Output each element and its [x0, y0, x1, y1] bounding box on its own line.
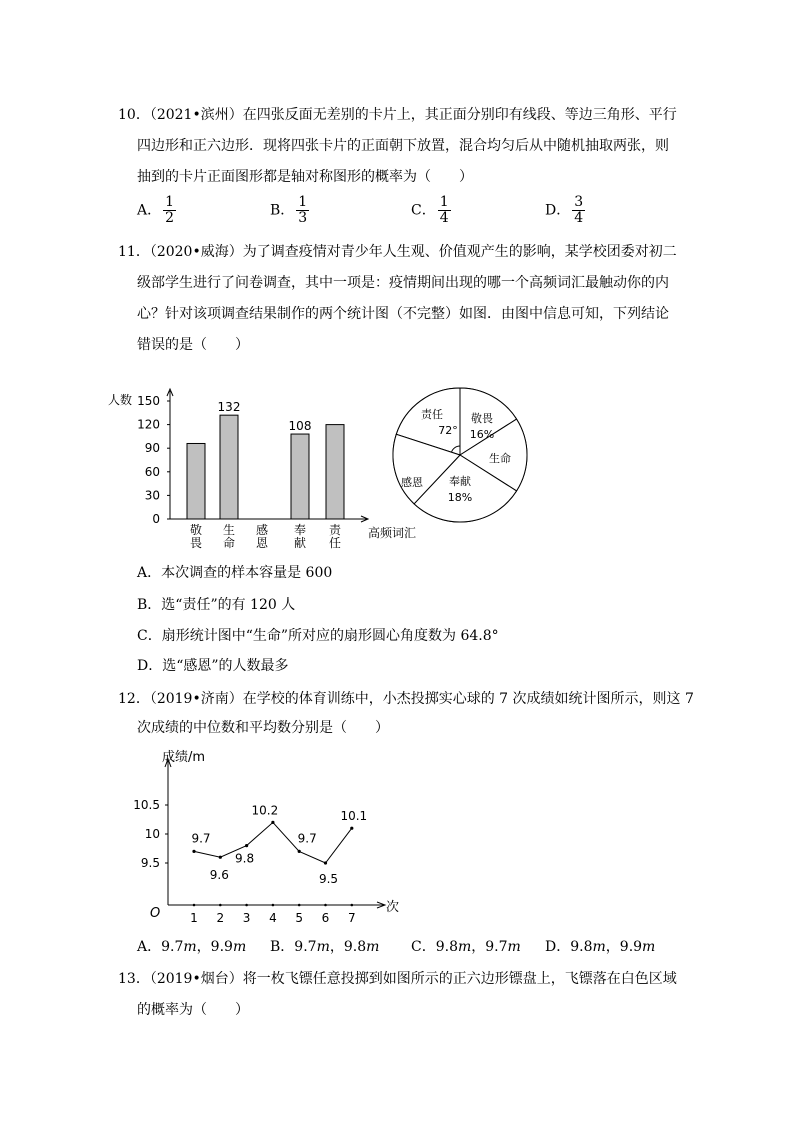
data-point: [350, 827, 353, 830]
y-tick-label: 30: [144, 488, 160, 503]
y-axis-label: 成绩/m: [162, 750, 206, 765]
slice-name: 感恩: [401, 476, 423, 489]
y-tick-label: 10: [144, 827, 160, 841]
q10-line-1: 10．（2021•滨州）在四张反面无差别的卡片上，其正面分别印有线段、等边三角形、平行: [118, 107, 677, 123]
y-tick-label: 0: [152, 512, 160, 526]
point-label: 9.5: [318, 872, 339, 886]
x-tick: [219, 904, 222, 907]
q11-line-4: 错误的是（ ）: [137, 337, 249, 353]
y-tick-label: 150: [137, 394, 160, 408]
pie-chart: [390, 378, 530, 528]
x-tick-label: 1: [190, 911, 198, 925]
bar-chart: [100, 385, 430, 555]
data-point: [324, 861, 327, 864]
y-axis-label: 人数: [108, 393, 133, 407]
x-axis-label: 次: [386, 900, 400, 915]
q11-option-a: A．本次调查的样本容量是 600: [137, 565, 333, 581]
x-tick-label: 畏: [189, 536, 203, 550]
q10-line-2: 四边形和正六边形．现将四张卡片的正面朝下放置，混合均匀后从中随机抽取两张，则: [137, 138, 669, 154]
y-tick-label: 10.5: [133, 798, 160, 812]
x-tick-label: 6: [321, 911, 330, 925]
line-chart: [133, 745, 410, 925]
bar-敬畏: [187, 443, 205, 519]
q12-line-1: 12．（2019•济南）在学校的体育训练中，小杰投掷实心球的 7 次成绩如统计图所示，则这 7: [118, 691, 694, 707]
x-tick-label: 4: [269, 911, 277, 925]
q12-option-a: A．9.7m，9.9m: [137, 939, 247, 955]
x-tick-label: 2: [216, 911, 225, 925]
q10-option-d: [545, 195, 585, 226]
fraction: $\frac{1}{4}$: [439, 194, 449, 226]
slice-label: 16%: [469, 428, 495, 441]
x-tick: [351, 904, 354, 907]
data-point: [271, 821, 274, 824]
q13-line-1: 13．（2019•烟台）将一枚飞镖任意投掷到如图所示的正六边形镖盘上，飞镖落在白色区域: [118, 971, 677, 987]
x-tick: [272, 904, 275, 907]
q10-line-3: 抽到的卡片正面图形都是轴对称图形的概率为（ ）: [137, 169, 473, 185]
x-tick-label: 恩: [255, 536, 269, 550]
slice-name: 敬畏: [471, 412, 493, 425]
x-tick-label: 5: [295, 911, 304, 925]
slice-name: 奉献: [449, 475, 471, 488]
x-tick-label: 感: [255, 523, 269, 537]
fraction: $\frac{3}{4}$: [574, 194, 584, 226]
x-tick: [298, 904, 301, 907]
point-label: 9.8: [235, 851, 255, 866]
bar-生命: [220, 415, 238, 519]
data-point: [192, 850, 195, 853]
option-label: B．: [270, 202, 295, 219]
q12-line-2: 次成绩的中位数和平均数分别是（ ）: [137, 720, 389, 736]
x-tick-label: 任: [328, 536, 342, 550]
fraction: $\frac{1}{3}$: [298, 194, 308, 226]
x-tick-label: 命: [222, 536, 236, 550]
q10-option-b: [270, 195, 309, 226]
bar-责任: [326, 425, 344, 519]
point-label: 10.2: [251, 803, 279, 818]
x-tick: [193, 904, 196, 907]
q13-line-2: 的概率为（ ）: [137, 1002, 249, 1018]
x-tick: [245, 904, 248, 907]
slice-name: 生命: [489, 452, 511, 465]
series-line: [194, 822, 352, 863]
q11-line-2: 级部学生进行了问卷调查，其中一项是：疫情期间出现的哪一个高频词汇最触动你的内: [137, 275, 669, 291]
data-label: 132: [217, 400, 241, 415]
y-tick-label: 9.5: [140, 856, 160, 870]
x-tick-label: 责: [328, 523, 342, 537]
slice-label: 72°: [438, 424, 458, 437]
q11-option-d: D．选“感恩”的人数最多: [137, 658, 289, 674]
point-label: 10.1: [340, 809, 368, 824]
origin-label: O: [150, 906, 161, 921]
q11-line-3: 心？针对该项调查结果制作的两个统计图（不完整）如图．由图中信息可知，下列结论: [137, 306, 669, 322]
y-tick-label: 90: [144, 441, 160, 456]
point-label: 9.7: [191, 831, 211, 846]
slice-name: 责任: [421, 408, 443, 421]
q11-option-c: C．扇形统计图中“生命”所对应的扇形圆心角度数为 64.8°: [137, 628, 499, 644]
q11-option-b: B．选“责任”的有 120 人: [137, 597, 296, 613]
q10-option-a: [137, 195, 176, 226]
q10-option-c: [411, 195, 451, 226]
x-tick: [324, 904, 327, 907]
data-label: 108: [288, 419, 312, 434]
data-point: [298, 850, 301, 853]
bar-奉献: [291, 434, 309, 519]
x-tick-label: 献: [293, 536, 307, 550]
x-axis-label: 高频词汇: [368, 526, 417, 540]
q12-option-d: D．9.8m，9.9m: [545, 939, 656, 955]
data-point: [219, 856, 222, 859]
x-tick-label: 7: [347, 911, 356, 925]
x-tick-label: 3: [242, 911, 251, 925]
option-label: D．: [545, 202, 571, 219]
fraction: $\frac{1}{2}$: [165, 194, 175, 226]
point-label: 9.6: [209, 868, 229, 883]
q12-option-c: C．9.8m，9.7m: [411, 939, 521, 955]
point-label: 9.7: [297, 831, 317, 846]
y-tick-label: 120: [137, 417, 160, 432]
q11-line-1: 11．（2020•威海）为了调查疫情对青少年人生观、价值观产生的影响，某学校团委对初二: [118, 244, 677, 260]
data-point: [245, 844, 248, 847]
option-label: C．: [411, 202, 436, 219]
x-tick-label: 敬: [189, 523, 203, 537]
q12-option-b: B．9.7m，9.8m: [270, 939, 380, 955]
x-tick-label: 奉: [293, 523, 307, 537]
slice-label: 18%: [447, 491, 473, 504]
option-label: A．: [137, 202, 162, 219]
y-tick-label: 60: [144, 464, 160, 479]
x-tick-label: 生: [222, 523, 236, 537]
